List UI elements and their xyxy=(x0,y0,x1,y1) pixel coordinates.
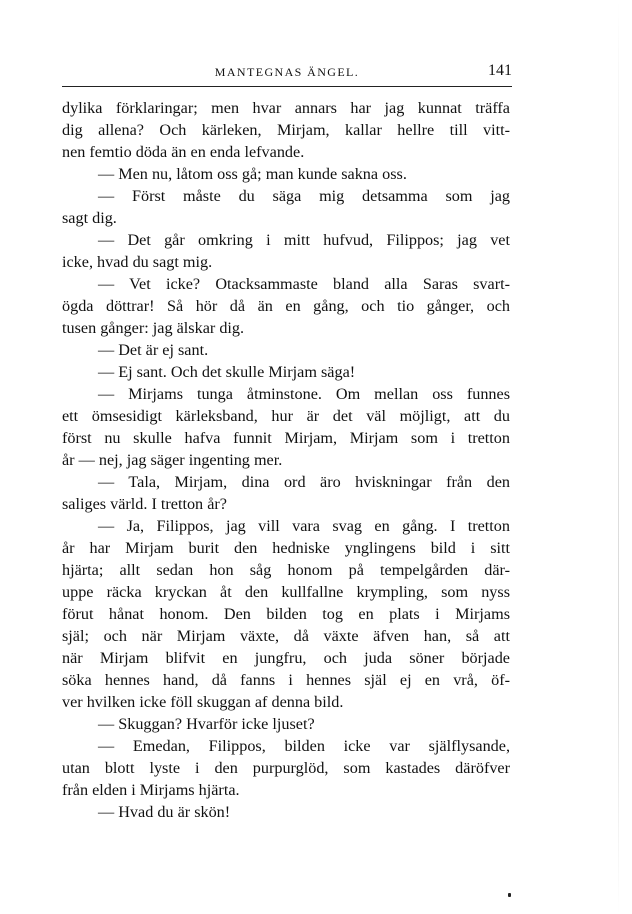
text-line: sagt dig. xyxy=(62,209,117,227)
text-line: dig allena? Och kärleken, Mirjam, kallar hellre till vitt- xyxy=(62,121,510,139)
page-number: 141 xyxy=(488,62,512,79)
text-line: ver hvilken icke föll skuggan af denna bild. xyxy=(62,693,344,711)
text-line: — Ja, Filippos, jag vill vara svag en gång. I tretton xyxy=(98,517,510,535)
text-line: icke, hvad du sagt mig. xyxy=(62,253,213,271)
text-line: nen femtio döda än en enda lefvande. xyxy=(62,143,305,161)
text-line: — Först måste du säga mig detsamma som jag xyxy=(98,187,510,205)
text-line: år har Mirjam burit den hedniske ynglingens bild i sitt xyxy=(62,539,510,557)
text-line: — Vet icke? Otacksammaste bland alla Saras svart- xyxy=(98,275,510,293)
text-line: — Det går omkring i mitt hufvud, Filippos; jag vet xyxy=(98,231,510,249)
text-line: först nu skulle hafva funnit Mirjam, Mirjam som i tretton xyxy=(62,429,510,447)
text-line: när Mirjam blifvit en jungfru, och juda söner började xyxy=(62,649,510,667)
text-line: uppe räcka kryckan åt den kullfallne krympling, som nyss xyxy=(62,583,510,601)
text-line: hjärta; allt sedan hon såg honom på tempelgården där- xyxy=(62,561,510,579)
text-line: — Men nu, låtom oss gå; man kunde sakna oss. xyxy=(98,165,407,183)
text-line: själ; och när Mirjam växte, då växte äfven han, så att xyxy=(62,627,510,645)
body-text xyxy=(62,97,510,823)
text-line: söka hennes hand, då fanns i hennes själ ej en vrå, öf- xyxy=(62,671,510,689)
page-header xyxy=(62,62,512,82)
text-line: tusen gånger: jag älskar dig. xyxy=(62,319,245,337)
text-line: — Tala, Mirjam, dina ord äro hviskningar från den xyxy=(98,473,510,491)
text-line: — Mirjams tunga åtminstone. Om mellan oss funnes xyxy=(98,385,510,403)
text-line: — Emedan, Filippos, bilden icke var själflysande, xyxy=(98,737,510,755)
text-line: saliges värld. I tretton år? xyxy=(62,495,227,513)
text-line: ögda döttrar! Så hör då än en gång, och tio gånger, och xyxy=(62,297,510,315)
text-line: dylika förklaringar; men hvar annars har jag kunnat träffa xyxy=(62,99,510,117)
scan-edge xyxy=(618,0,619,914)
text-line: — Ej sant. Och det skulle Mirjam säga! xyxy=(98,363,356,381)
ink-speck xyxy=(508,893,511,897)
text-line: — Hvad du är skön! xyxy=(98,803,231,821)
text-line: år — nej, jag säger ingenting mer. xyxy=(62,451,283,469)
text-line: — Skuggan? Hvarför icke ljuset? xyxy=(98,715,315,733)
text-line: utan blott lyste i den purpurglöd, som kastades däröfver xyxy=(62,759,510,777)
running-title: MANTEGNAS ÄNGEL. xyxy=(214,65,360,79)
text-line: — Det är ej sant. xyxy=(98,341,209,359)
text-line: ett ömsesidigt kärleksband, hur är det väl möjligt, att du xyxy=(62,407,510,425)
header-rule xyxy=(62,86,512,87)
text-line: från elden i Mirjams hjärta. xyxy=(62,781,240,799)
text-line: förut hånat honom. Den bilden tog en plats i Mirjams xyxy=(62,605,510,623)
